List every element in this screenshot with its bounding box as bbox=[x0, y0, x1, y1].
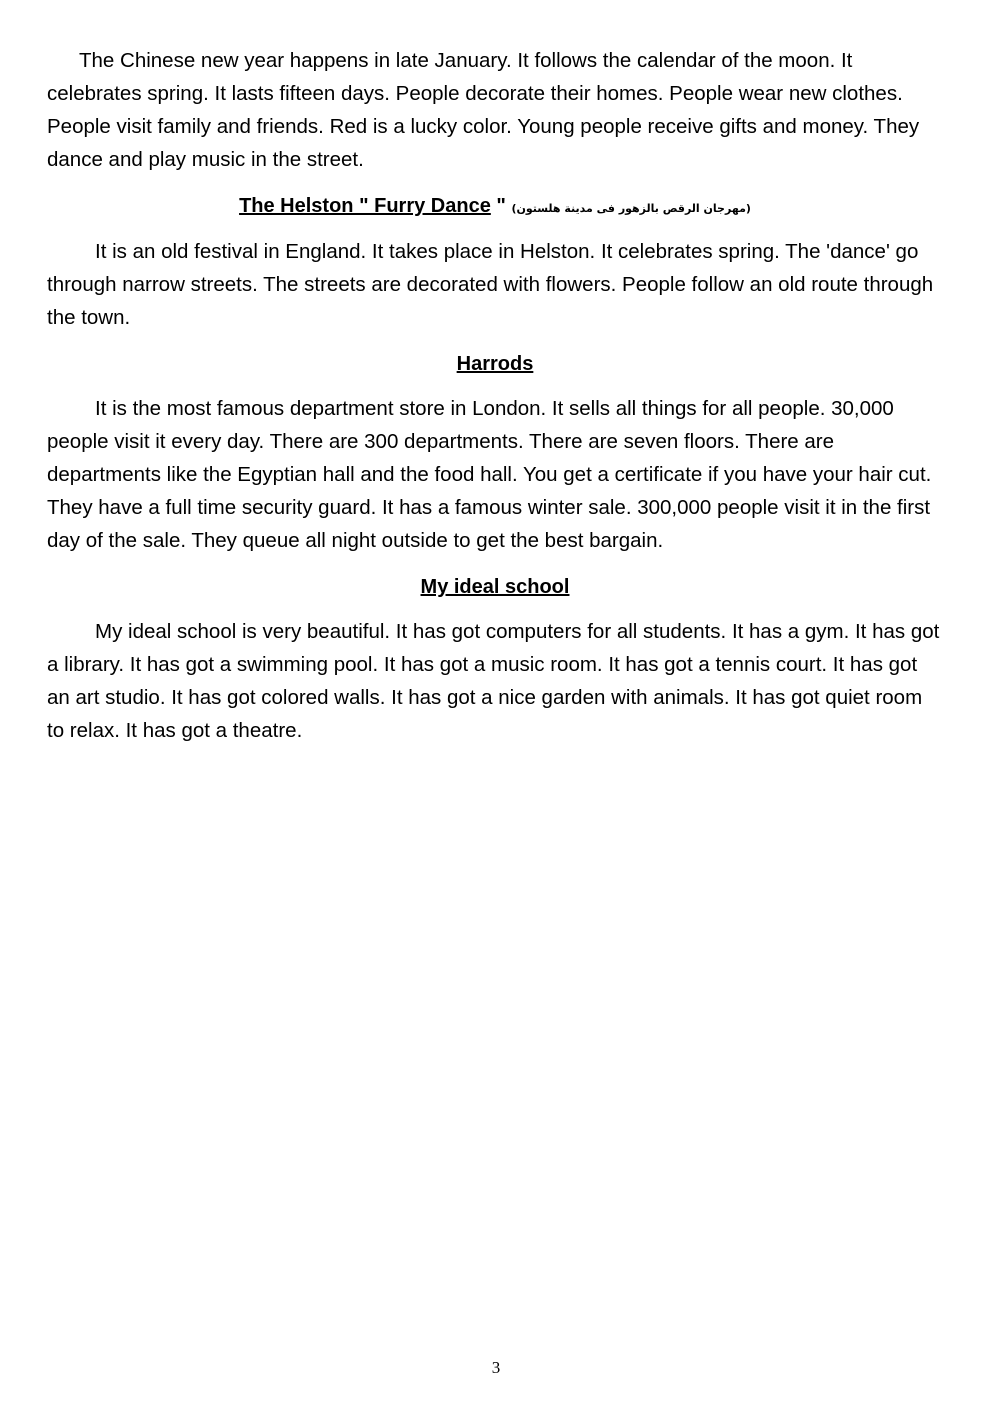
ideal-school-heading-title: My ideal school bbox=[420, 576, 570, 598]
ideal-school-heading bbox=[47, 573, 943, 601]
document-page bbox=[47, 44, 943, 747]
harrods-paragraph: It is the most famous department store in London. It sells all things for all people. 30,000 people visit it every day. There are 300 departments. There are seven floors. There are departments like the Egyptian hall and the food hall. You get a certificate if you have your hair cut. They have a full time security guard. It has a famous winter sale. 300,000 people visit it in the first day of the sale. They queue all night outside to get the best bargain. bbox=[47, 397, 932, 552]
helston-heading bbox=[47, 192, 943, 223]
helston-heading-title: The Helston " Furry Dance bbox=[239, 195, 491, 217]
helston-heading-arabic: (مهرجان الرقص بالزهور فى مدينة هلستون) bbox=[511, 202, 751, 215]
harrods-heading-title: Harrods bbox=[456, 353, 534, 375]
ideal-school-paragraph: My ideal school is very beautiful. It has got computers for all students. It has a gym. It has got a library. It has got a swimming pool. It has got a music room. It has got a tennis court. It has got an art studio. It has got colored walls. It has got a nice garden with animals. It has got quiet room to relax. It has got a theatre. bbox=[47, 620, 940, 742]
page-number: 3 bbox=[491, 1358, 501, 1377]
harrods-heading bbox=[47, 350, 943, 378]
chinese-new-year-paragraph: The Chinese new year happens in late January. It follows the calendar of the moon. It celebrates spring. It lasts fifteen days. People decorate their homes. People wear new clothes. People visit family and friends. Red is a lucky color. Young people receive gifts and money. They dance and play music in the street. bbox=[47, 49, 920, 171]
helston-paragraph: It is an old festival in England. It takes place in Helston. It celebrates spring. The 'dance' go through narrow streets. The streets are decorated with flowers. People follow an old route through the town. bbox=[47, 240, 934, 329]
helston-heading-quote: " bbox=[496, 195, 506, 217]
